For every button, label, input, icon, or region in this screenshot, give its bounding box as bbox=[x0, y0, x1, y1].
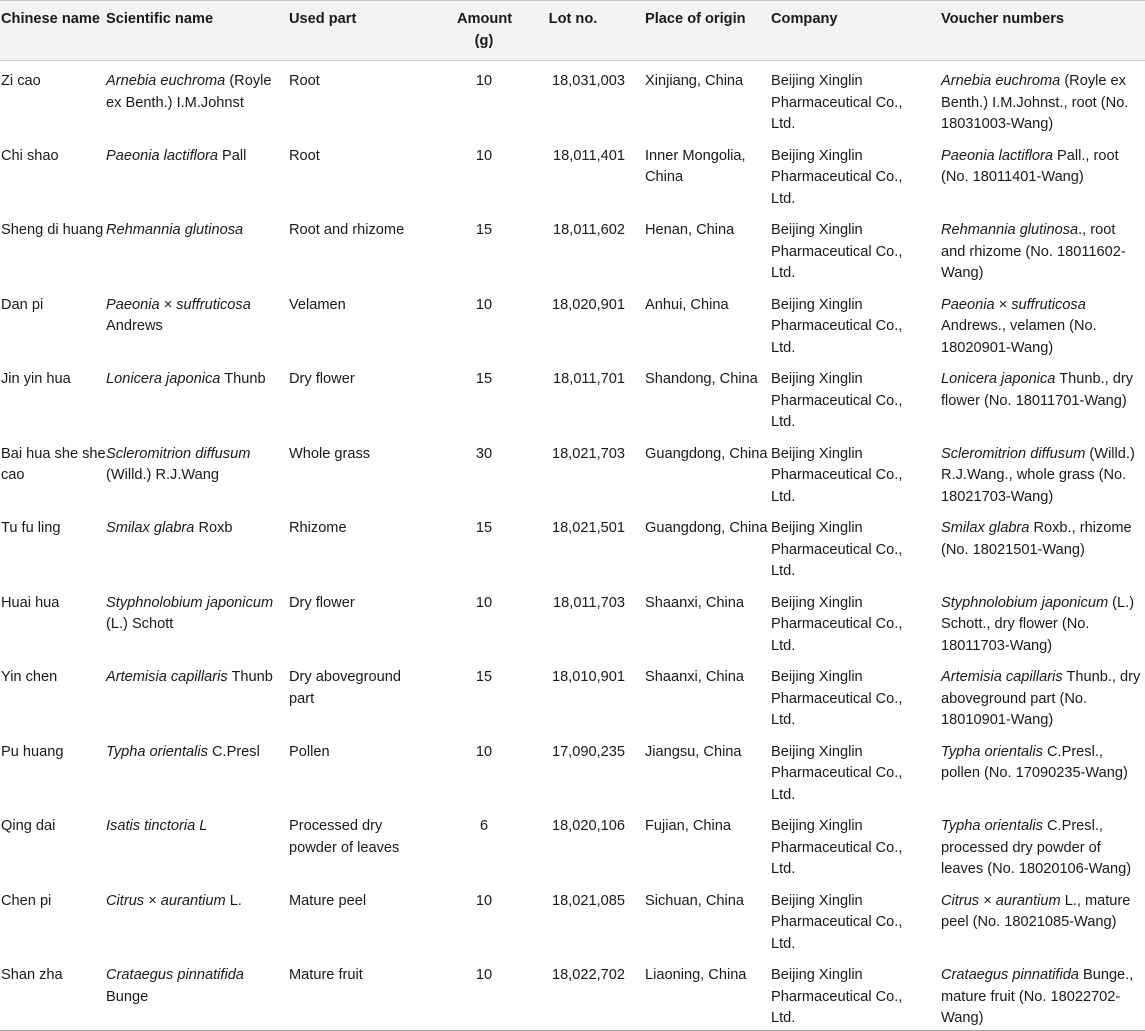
cell-lot-no bbox=[521, 881, 625, 956]
used-part-text: Root bbox=[289, 73, 320, 89]
header-row bbox=[0, 1, 1145, 61]
scientific-name-italic: Crataegus pinnatifida bbox=[106, 967, 244, 983]
table-row bbox=[0, 285, 1145, 360]
cell-voucher-numbers bbox=[941, 732, 1145, 807]
cell-place-of-origin bbox=[625, 955, 771, 1030]
chinese-name-text: Pu huang bbox=[1, 743, 64, 760]
cell-lot-no bbox=[521, 732, 625, 807]
origin-text: Fujian, China bbox=[645, 818, 731, 834]
amount-text: 15 bbox=[475, 222, 493, 238]
company-text: Beijing Xinglin Pharmaceutical Co., Ltd. bbox=[771, 520, 903, 579]
chinese-name-text: Zi cao bbox=[1, 73, 41, 89]
cell-place-of-origin bbox=[625, 285, 771, 360]
scientific-name-italic: Isatis tinctoria L bbox=[106, 818, 208, 834]
company-text: Beijing Xinglin Pharmaceutical Co., Ltd. bbox=[771, 818, 903, 877]
cell-voucher-numbers bbox=[941, 881, 1145, 956]
origin-text: Shaanxi, China bbox=[645, 669, 744, 685]
voucher-italic: Rehmannia glutinosa bbox=[941, 222, 1079, 238]
cell-used-part bbox=[289, 806, 429, 881]
cell-used-part bbox=[289, 434, 429, 509]
header-scientific-name: Scientific name bbox=[106, 1, 289, 61]
scientific-name-authority: Andrews bbox=[106, 318, 163, 334]
company-text: Beijing Xinglin Pharmaceutical Co., Ltd. bbox=[771, 743, 903, 803]
cell-scientific-name bbox=[106, 881, 289, 956]
used-part-text: Mature peel bbox=[289, 892, 367, 909]
chinese-name-text: Chen pi bbox=[1, 892, 52, 909]
cell-amount bbox=[429, 136, 521, 211]
company-text: Beijing Xinglin Pharmaceutical Co., Ltd. bbox=[771, 669, 903, 728]
header-chinese-name: Chinese name bbox=[0, 1, 106, 61]
lot-no-text: 18,011,401 bbox=[553, 147, 625, 164]
company-text: Beijing Xinglin Pharmaceutical Co., Ltd. bbox=[771, 371, 903, 430]
cell-amount bbox=[429, 434, 521, 509]
cell-company bbox=[771, 657, 941, 732]
cell-scientific-name bbox=[106, 285, 289, 360]
cell-place-of-origin bbox=[625, 583, 771, 658]
chinese-name-text: Sheng di huang bbox=[1, 222, 104, 238]
cell-company bbox=[771, 61, 941, 136]
lot-no-text: 18,021,085 bbox=[551, 892, 625, 909]
lot-no-text: 18,022,702 bbox=[551, 967, 625, 983]
cell-voucher-numbers bbox=[941, 955, 1145, 1030]
voucher-rest: C.Presl., pollen (No. 17090235-Wang) bbox=[941, 743, 1128, 781]
scientific-name-italic: Arnebia euchroma bbox=[106, 73, 226, 89]
cell-company bbox=[771, 508, 941, 583]
cell-chinese-name bbox=[0, 583, 106, 658]
cell-amount bbox=[429, 285, 521, 360]
table-row bbox=[0, 732, 1145, 807]
cell-amount bbox=[429, 881, 521, 956]
scientific-name-italic: Citrus × aurantium bbox=[106, 892, 226, 909]
used-part-text: Rhizome bbox=[289, 520, 347, 536]
cell-company bbox=[771, 881, 941, 956]
amount-text: 10 bbox=[475, 147, 493, 164]
table-body bbox=[0, 61, 1145, 1031]
scientific-name-italic: Styphnolobium japonicum bbox=[106, 594, 274, 611]
cell-used-part bbox=[289, 359, 429, 434]
cell-scientific-name bbox=[106, 732, 289, 807]
table-row bbox=[0, 657, 1145, 732]
voucher-rest: Pall., root (No. 18011401-Wang) bbox=[941, 147, 1119, 185]
header-amount: Amount (g) bbox=[429, 1, 521, 61]
used-part-text: Dry flower bbox=[289, 371, 355, 387]
voucher-rest: ., root and rhizome (No. 18011602-Wang) bbox=[941, 222, 1126, 281]
lot-no-text: 18,020,901 bbox=[551, 296, 625, 313]
cell-scientific-name bbox=[106, 434, 289, 509]
voucher-rest: Bunge., mature fruit (No. 18022702-Wang) bbox=[941, 967, 1134, 1026]
cell-amount bbox=[429, 508, 521, 583]
cell-voucher-numbers bbox=[941, 285, 1145, 360]
cell-scientific-name bbox=[106, 806, 289, 881]
cell-chinese-name bbox=[0, 61, 106, 136]
cell-chinese-name bbox=[0, 806, 106, 881]
cell-scientific-name bbox=[106, 657, 289, 732]
cell-company bbox=[771, 359, 941, 434]
table-row bbox=[0, 61, 1145, 136]
cell-scientific-name bbox=[106, 210, 289, 285]
amount-text: 15 bbox=[475, 669, 493, 685]
amount-text: 10 bbox=[475, 743, 493, 760]
lot-no-text: 18,020,106 bbox=[551, 818, 625, 834]
cell-voucher-numbers bbox=[941, 136, 1145, 211]
lot-no-text: 18,010,901 bbox=[551, 669, 625, 685]
cell-chinese-name bbox=[0, 359, 106, 434]
cell-company bbox=[771, 583, 941, 658]
origin-text: Xinjiang, China bbox=[645, 73, 744, 89]
table-row bbox=[0, 508, 1145, 583]
amount-text: 15 bbox=[475, 520, 493, 536]
voucher-rest: Thunb., dry aboveground part (No. 18010901-Wang) bbox=[941, 669, 1141, 728]
scientific-name-italic: Smilax glabra bbox=[106, 520, 195, 536]
table-row bbox=[0, 881, 1145, 956]
cell-lot-no bbox=[521, 657, 625, 732]
table-row bbox=[0, 136, 1145, 211]
voucher-italic: Arnebia euchroma bbox=[941, 73, 1061, 89]
voucher-rest: Andrews., velamen (No. 18020901-Wang) bbox=[941, 318, 1097, 356]
chinese-name-text: Bai hua she she cao bbox=[1, 445, 106, 483]
used-part-text: Root and rhizome bbox=[289, 222, 405, 238]
cell-scientific-name bbox=[106, 955, 289, 1030]
chinese-name-text: Dan pi bbox=[1, 296, 44, 313]
table-row bbox=[0, 434, 1145, 509]
cell-company bbox=[771, 732, 941, 807]
chinese-name-text: Huai hua bbox=[1, 594, 60, 611]
cell-voucher-numbers bbox=[941, 806, 1145, 881]
lot-no-text: 18,021,501 bbox=[551, 520, 625, 536]
cell-lot-no bbox=[521, 285, 625, 360]
chinese-name-text: Yin chen bbox=[1, 669, 58, 685]
amount-text: 10 bbox=[475, 73, 493, 89]
cell-company bbox=[771, 434, 941, 509]
cell-lot-no bbox=[521, 434, 625, 509]
cell-voucher-numbers bbox=[941, 583, 1145, 658]
cell-lot-no bbox=[521, 508, 625, 583]
amount-text: 10 bbox=[475, 892, 493, 909]
table-row bbox=[0, 210, 1145, 285]
lot-no-text: 18,011,701 bbox=[553, 371, 625, 387]
cell-company bbox=[771, 210, 941, 285]
voucher-italic: Smilax glabra bbox=[941, 520, 1030, 536]
cell-amount bbox=[429, 732, 521, 807]
scientific-name-authority: Thunb bbox=[227, 669, 273, 685]
amount-text: 10 bbox=[475, 594, 493, 611]
origin-text: Guangdong, China bbox=[645, 445, 768, 462]
scientific-name-authority: (L.) Schott bbox=[106, 616, 174, 632]
cell-used-part bbox=[289, 136, 429, 211]
chinese-name-text: Jin yin hua bbox=[1, 371, 71, 387]
voucher-rest: (L.) Schott., dry flower (No. 18011703-Wang) bbox=[941, 594, 1135, 654]
cell-place-of-origin bbox=[625, 657, 771, 732]
cell-place-of-origin bbox=[625, 508, 771, 583]
lot-no-text: 18,021,703 bbox=[551, 445, 625, 462]
chinese-name-text: Tu fu ling bbox=[1, 520, 61, 536]
cell-amount bbox=[429, 210, 521, 285]
amount-text: 15 bbox=[475, 371, 493, 387]
cell-place-of-origin bbox=[625, 210, 771, 285]
cell-lot-no bbox=[521, 61, 625, 136]
scientific-name-italic: Rehmannia glutinosa bbox=[106, 222, 244, 238]
cell-voucher-numbers bbox=[941, 61, 1145, 136]
amount-text: 10 bbox=[475, 967, 493, 983]
scientific-name-authority: Bunge bbox=[106, 988, 149, 1005]
voucher-italic: Typha orientalis bbox=[941, 743, 1043, 760]
scientific-name-italic: Typha orientalis bbox=[106, 743, 208, 760]
cell-used-part bbox=[289, 61, 429, 136]
cell-chinese-name bbox=[0, 657, 106, 732]
scientific-name-authority: C.Presl bbox=[207, 743, 260, 760]
origin-text: Jiangsu, China bbox=[645, 743, 742, 760]
used-part-text: Pollen bbox=[289, 743, 330, 760]
amount-text: 30 bbox=[475, 445, 493, 462]
company-text: Beijing Xinglin Pharmaceutical Co., Ltd. bbox=[771, 892, 903, 952]
voucher-italic: Paeonia × suffruticosa bbox=[941, 296, 1086, 313]
amount-text: 10 bbox=[475, 296, 493, 313]
cell-amount bbox=[429, 806, 521, 881]
used-part-text: Root bbox=[289, 147, 320, 164]
cell-company bbox=[771, 806, 941, 881]
lot-no-text: 18,011,703 bbox=[553, 594, 625, 611]
scientific-name-authority: (Royle ex Benth.) I.M.Johnst bbox=[106, 73, 272, 111]
lot-no-text: 17,090,235 bbox=[551, 743, 625, 760]
header-voucher-numbers: Voucher numbers bbox=[941, 1, 1145, 61]
voucher-rest: (Willd.) R.J.Wang., whole grass (No. 18021703-Wang) bbox=[941, 445, 1135, 505]
voucher-rest: C.Presl., processed dry powder of leaves (No. 18020106-Wang) bbox=[941, 818, 1132, 877]
cell-used-part bbox=[289, 583, 429, 658]
cell-chinese-name bbox=[0, 136, 106, 211]
cell-scientific-name bbox=[106, 583, 289, 658]
cell-chinese-name bbox=[0, 210, 106, 285]
voucher-italic: Lonicera japonica bbox=[941, 371, 1056, 387]
used-part-text: Dry aboveground part bbox=[289, 669, 401, 707]
scientific-name-authority: L. bbox=[225, 892, 242, 909]
voucher-rest: Thunb., dry flower (No. 18011701-Wang) bbox=[941, 371, 1134, 409]
used-part-text: Dry flower bbox=[289, 594, 355, 611]
cell-voucher-numbers bbox=[941, 508, 1145, 583]
origin-text: Shandong, China bbox=[645, 371, 758, 387]
voucher-rest: L., mature peel (No. 18021085-Wang) bbox=[941, 892, 1131, 930]
company-text: Beijing Xinglin Pharmaceutical Co., Ltd. bbox=[771, 147, 903, 207]
origin-text: Shaanxi, China bbox=[645, 594, 744, 611]
cell-place-of-origin bbox=[625, 61, 771, 136]
company-text: Beijing Xinglin Pharmaceutical Co., Ltd. bbox=[771, 967, 903, 1026]
voucher-rest: Roxb., rhizome (No. 18021501-Wang) bbox=[941, 520, 1132, 558]
lot-no-text: 18,011,602 bbox=[553, 222, 625, 238]
cell-place-of-origin bbox=[625, 732, 771, 807]
voucher-italic: Artemisia capillaris bbox=[941, 669, 1063, 685]
lot-no-text: 18,031,003 bbox=[551, 73, 625, 89]
chinese-name-text: Shan zha bbox=[1, 967, 63, 983]
cell-amount bbox=[429, 657, 521, 732]
origin-text: Anhui, China bbox=[645, 296, 729, 313]
cell-chinese-name bbox=[0, 434, 106, 509]
cell-used-part bbox=[289, 508, 429, 583]
cell-lot-no bbox=[521, 806, 625, 881]
scientific-name-authority: Roxb bbox=[194, 520, 233, 536]
origin-text: Henan, China bbox=[645, 222, 735, 238]
cell-place-of-origin bbox=[625, 434, 771, 509]
cell-place-of-origin bbox=[625, 806, 771, 881]
company-text: Beijing Xinglin Pharmaceutical Co., Ltd. bbox=[771, 445, 903, 505]
table-header bbox=[0, 1, 1145, 61]
cell-used-part bbox=[289, 210, 429, 285]
scientific-name-italic: Paeonia lactiflora bbox=[106, 147, 218, 164]
cell-amount bbox=[429, 61, 521, 136]
used-part-text: Mature fruit bbox=[289, 967, 363, 983]
cell-place-of-origin bbox=[625, 359, 771, 434]
scientific-name-italic: Scleromitrion diffusum bbox=[106, 445, 251, 462]
cell-scientific-name bbox=[106, 359, 289, 434]
header-company: Company bbox=[771, 1, 941, 61]
voucher-italic: Crataegus pinnatifida bbox=[941, 967, 1079, 983]
company-text: Beijing Xinglin Pharmaceutical Co., Ltd. bbox=[771, 296, 903, 356]
cell-scientific-name bbox=[106, 61, 289, 136]
header-place-of-origin: Place of origin bbox=[625, 1, 771, 61]
scientific-name-authority: Pall bbox=[217, 147, 247, 164]
origin-text: Guangdong, China bbox=[645, 520, 768, 536]
voucher-italic: Citrus × aurantium bbox=[941, 892, 1061, 909]
voucher-rest: (Royle ex Benth.) I.M.Johnst., root (No. 18031003-Wang) bbox=[941, 73, 1129, 132]
voucher-italic: Typha orientalis bbox=[941, 818, 1043, 834]
company-text: Beijing Xinglin Pharmaceutical Co., Ltd. bbox=[771, 73, 903, 132]
cell-place-of-origin bbox=[625, 136, 771, 211]
cell-chinese-name bbox=[0, 508, 106, 583]
scientific-name-italic: Paeonia × suffruticosa bbox=[106, 296, 251, 313]
header-lot-no: Lot no. bbox=[521, 1, 625, 61]
cell-company bbox=[771, 136, 941, 211]
cell-company bbox=[771, 285, 941, 360]
cell-amount bbox=[429, 955, 521, 1030]
company-text: Beijing Xinglin Pharmaceutical Co., Ltd. bbox=[771, 222, 903, 281]
cell-chinese-name bbox=[0, 732, 106, 807]
table-row bbox=[0, 955, 1145, 1030]
voucher-italic: Scleromitrion diffusum bbox=[941, 445, 1086, 462]
cell-scientific-name bbox=[106, 508, 289, 583]
scientific-name-authority: (Willd.) R.J.Wang bbox=[106, 467, 219, 483]
origin-text: Inner Mongolia, China bbox=[645, 147, 746, 185]
cell-place-of-origin bbox=[625, 881, 771, 956]
origin-text: Sichuan, China bbox=[645, 892, 744, 909]
cell-lot-no bbox=[521, 136, 625, 211]
scientific-name-italic: Lonicera japonica bbox=[106, 371, 221, 387]
chinese-name-text: Chi shao bbox=[1, 147, 59, 164]
cell-chinese-name bbox=[0, 881, 106, 956]
cell-voucher-numbers bbox=[941, 210, 1145, 285]
cell-lot-no bbox=[521, 210, 625, 285]
origin-text: Liaoning, China bbox=[645, 967, 747, 983]
cell-voucher-numbers bbox=[941, 434, 1145, 509]
table-row bbox=[0, 359, 1145, 434]
amount-text: 6 bbox=[479, 818, 489, 834]
cell-used-part bbox=[289, 881, 429, 956]
used-part-text: Processed dry powder of leaves bbox=[289, 818, 400, 856]
voucher-italic: Paeonia lactiflora bbox=[941, 147, 1053, 164]
cell-chinese-name bbox=[0, 285, 106, 360]
used-part-text: Velamen bbox=[289, 296, 346, 313]
cell-used-part bbox=[289, 732, 429, 807]
cell-chinese-name bbox=[0, 955, 106, 1030]
scientific-name-italic: Artemisia capillaris bbox=[106, 669, 228, 685]
voucher-italic: Styphnolobium japonicum bbox=[941, 594, 1109, 611]
cell-voucher-numbers bbox=[941, 359, 1145, 434]
table-row bbox=[0, 806, 1145, 881]
used-part-text: Whole grass bbox=[289, 445, 371, 462]
cell-lot-no bbox=[521, 359, 625, 434]
cell-amount bbox=[429, 583, 521, 658]
scientific-name-authority: Thunb bbox=[220, 371, 266, 387]
cell-scientific-name bbox=[106, 136, 289, 211]
table-row bbox=[0, 583, 1145, 658]
chinese-name-text: Qing dai bbox=[1, 818, 56, 834]
cell-used-part bbox=[289, 657, 429, 732]
cell-company bbox=[771, 955, 941, 1030]
cell-used-part bbox=[289, 955, 429, 1030]
cell-lot-no bbox=[521, 583, 625, 658]
cell-amount bbox=[429, 359, 521, 434]
cell-voucher-numbers bbox=[941, 657, 1145, 732]
cell-lot-no bbox=[521, 955, 625, 1030]
header-used-part: Used part bbox=[289, 1, 429, 61]
cell-used-part bbox=[289, 285, 429, 360]
company-text: Beijing Xinglin Pharmaceutical Co., Ltd. bbox=[771, 594, 903, 654]
